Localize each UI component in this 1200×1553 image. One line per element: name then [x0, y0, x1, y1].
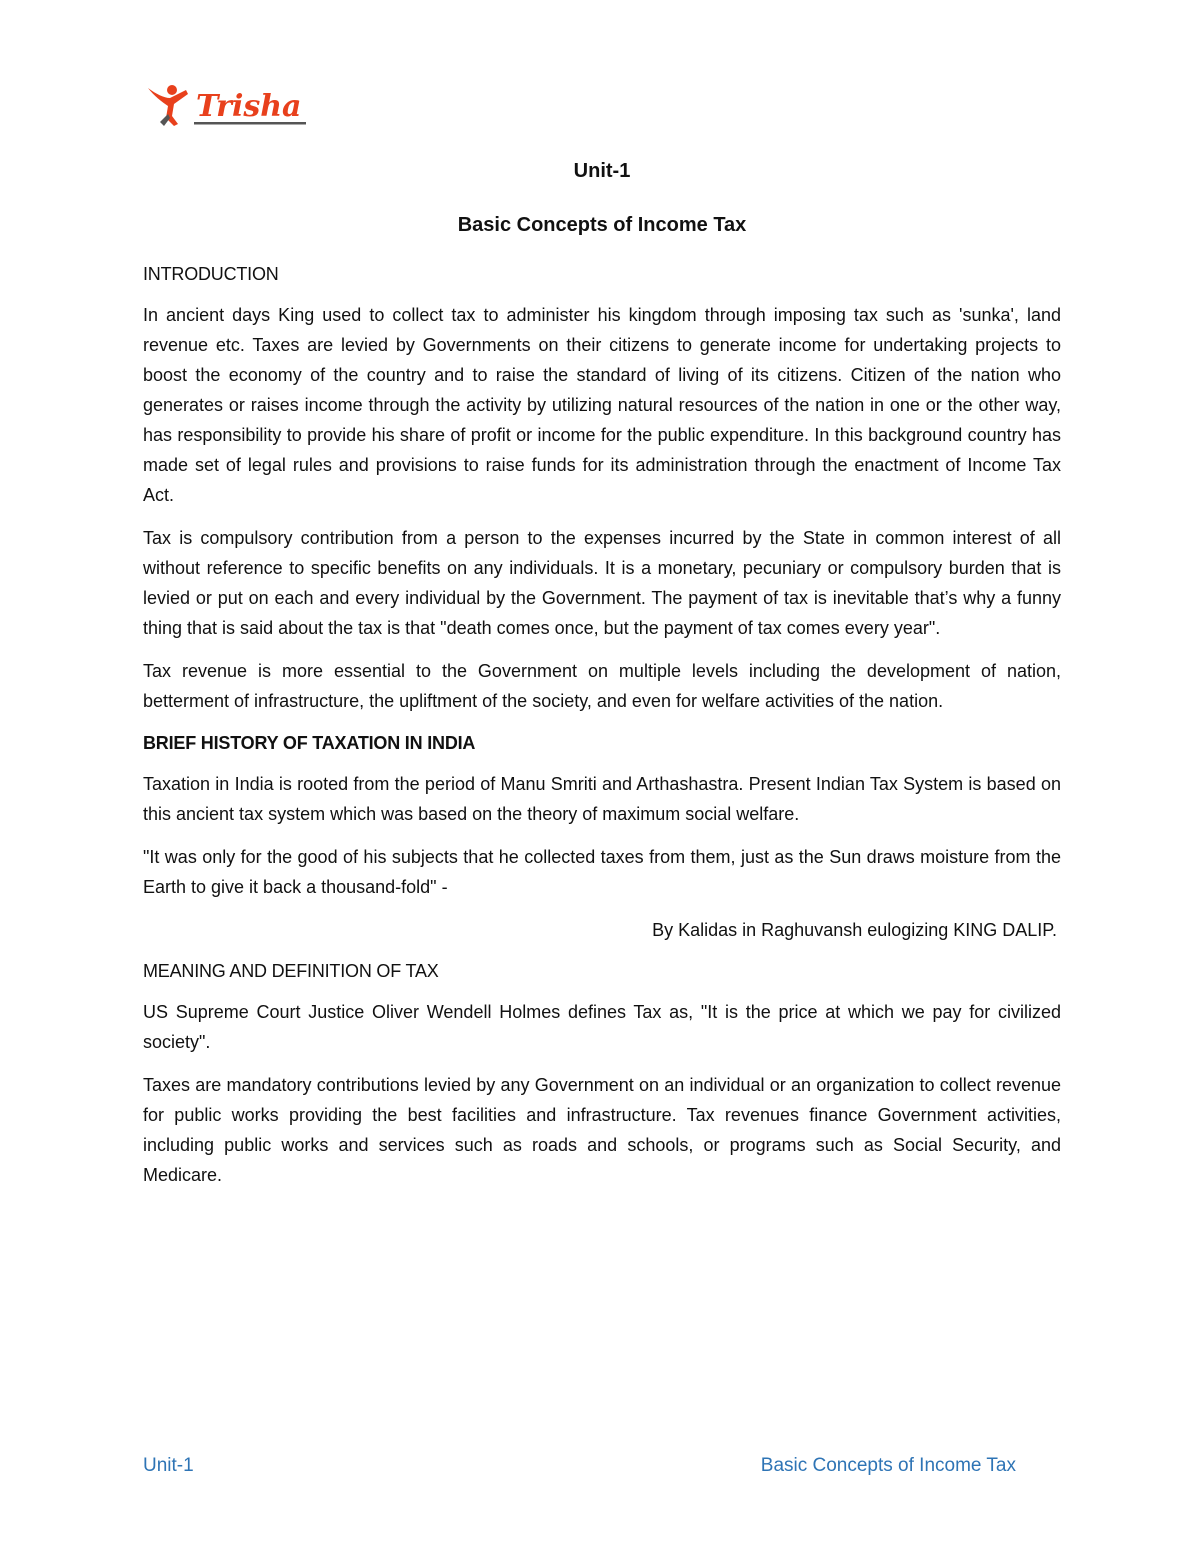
meaning-heading: MEANING AND DEFINITION OF TAX	[143, 961, 439, 981]
footer-title: Basic Concepts of Income Tax	[760, 1455, 1016, 1476]
history-paragraph-1: Taxation in India is rooted from the period of Manu Smriti and Arthashastra. Present Indian Tax System is based on this ancient tax system which was based on the theory of maximum social welfare.	[143, 774, 1061, 824]
meaning-paragraph-2: Taxes are mandatory contributions levied by any Government on an individual or an organization to collect revenue for public works providing the best facilities and infrastructure. Tax revenues finance Government activities, including public works and services such as roads and schools, or programs such as Social Security, and Medicare.	[143, 1075, 1061, 1185]
introduction-paragraph-2: Tax is compulsory contribution from a person to the expenses incurred by the State in common interest of all without reference to specific benefits on any individuals. It is a monetary, pecuniary or compulsory burden that is levied or put on each and every individual by the Government. The payment of tax is inevitable that’s why a funny thing that is said about the tax is that "death comes once, but the payment of tax comes every year".	[143, 528, 1061, 638]
introduction-paragraph-1: In ancient days King used to collect tax to administer his kingdom through imposing tax such as 'sunka', land revenue etc. Taxes are levied by Governments on their citizens to generate income for undertaking projects to boost the economy of the country and to raise the standard of living of its citizens. Citizen of the nation who generates or raises income through the activity by utilizing natural resources of the nation in one or the other way, has responsibility to provide his share of profit or income for the public expenditure. In this background country has made set of legal rules and provisions to raise funds for its administration through the enactment of Income Tax Act.	[143, 305, 1061, 505]
quote-attribution: By Kalidas in Raghuvansh eulogizing KING DALIP.	[652, 920, 1057, 940]
page-title: Basic Concepts of Income Tax	[457, 214, 747, 236]
meaning-paragraph-1: US Supreme Court Justice Oliver Wendell Holmes defines Tax as, "It is the price at which we pay for civilized society".	[143, 1002, 1061, 1052]
page-footer	[143, 1452, 1016, 1480]
introduction-paragraph-3: Tax revenue is more essential to the Government on multiple levels including the development of nation, betterment of infrastructure, the upliftment of the society, and even for welfare activities of the nation.	[143, 661, 1061, 711]
unit-heading: Unit-1	[573, 160, 631, 182]
trisha-logo	[146, 80, 316, 136]
introduction-heading: INTRODUCTION	[143, 264, 279, 284]
history-heading: BRIEF HISTORY OF TAXATION IN INDIA	[143, 733, 476, 753]
svg-text:Trisha: Trisha	[196, 89, 302, 124]
footer-unit: Unit-1	[143, 1455, 194, 1476]
trisha-logo-mark-icon	[146, 80, 316, 136]
document-body	[143, 156, 1061, 1203]
history-quote: "It was only for the good of his subjects that he collected taxes from them, just as the Sun draws moisture from the Earth to give it back a thousand-fold" -	[143, 847, 1061, 897]
